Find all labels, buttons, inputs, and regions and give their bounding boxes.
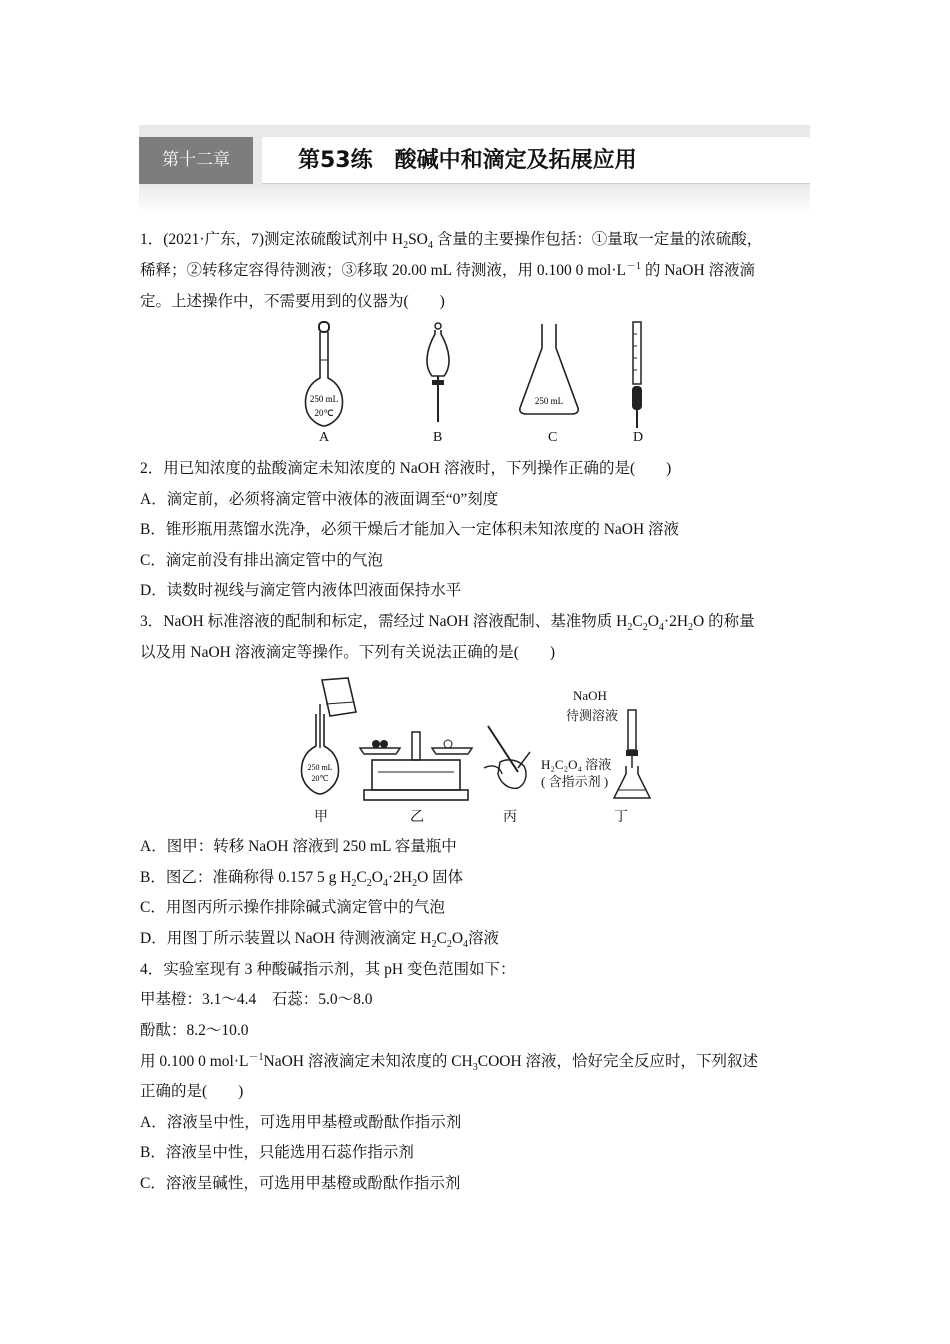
q1-line-3: 定。上述操作中，不需要用到的仪器为( ): [140, 293, 445, 310]
q3-label-jia: 甲: [314, 810, 328, 825]
svg-text:20℃: 20℃: [311, 774, 329, 783]
q4-stem: 4．实验室现有 3 种酸碱指示剂，其 pH 变色范围如下：: [140, 961, 516, 978]
svg-text:20℃: 20℃: [314, 408, 334, 418]
q4-option-c: C．溶液呈碱性，可选用甲基橙或酚酞作指示剂: [140, 1175, 461, 1192]
q1-label-c: C: [548, 430, 558, 445]
fig-indicator-label: ( 含指示剂 ): [541, 774, 609, 789]
q1-label-b: B: [433, 430, 443, 445]
svg-text:250 mL: 250 mL: [309, 394, 339, 404]
q2-option-b: B．锥形瓶用蒸馏水洗净，必须干燥后才能加入一定体积未知浓度的 NaOH 溶液: [140, 521, 680, 538]
q3-option-a: A．图甲：转移 NaOH 溶液到 250 mL 容量瓶中: [140, 838, 457, 855]
q1-line-2: 稀释；②转移定容得待测液；③移取 20.00 mL 待测液，用 0.100 0 $mol\cdot L^{-1}$ 的 NaOH 溶液滴: [140, 260, 756, 279]
page-title: 第53练 酸碱中和滴定及拓展应用: [262, 137, 810, 184]
q3-label-ding: 丁: [614, 810, 628, 825]
q3-option-c: C．用图丙所示操作排除碱式滴定管中的气泡: [140, 899, 445, 916]
q3-option-d: D．用图丁所示装置以 NaOH 待测液滴定 $H_2C_2O_4$溶液: [140, 930, 500, 951]
q3-label-bing: 丙: [503, 810, 517, 825]
figure-yi-balance: [356, 726, 476, 802]
separatory-funnel-figure: [420, 322, 456, 432]
q2-option-a: A．滴定前，必须将滴定管中液体的液面调至“0”刻度: [140, 491, 499, 508]
q4-option-a: A．溶液呈中性，可选用甲基橙或酚酞作指示剂: [140, 1114, 462, 1131]
svg-text:250 mL: 250 mL: [534, 396, 564, 406]
q3-option-b: B．图乙：准确称得 0.157 5 g $H_2C_2O_4\cdot 2H_2O$ 固体: [140, 869, 464, 890]
erlenmeyer-flask-figure: [514, 322, 584, 418]
fig-h2c2o4-label: H₂C₂O₄ 溶液: [541, 757, 612, 772]
q1-line-1: 1．(2021·广东，7)测定浓硫酸试剂中 $H_2SO_4$ 含量的主要操作包括：①量取一定量的浓硫酸，: [140, 231, 763, 252]
q4-range-1: 甲基橙：3.1～4.4 石蕊：5.0～8.0: [140, 991, 373, 1008]
q1-label-a: A: [319, 430, 330, 445]
q3-label-yi: 乙: [410, 810, 424, 825]
q4-line-1: 用 0.100 0 $mol\cdot L^{-1}NaOH$ 溶液滴定未知浓度的 $CH_3COOH$ 溶液，恰好完全反应时，下列叙述: [140, 1051, 759, 1074]
q4-range-2: 酚酞：8.2～10.0: [140, 1022, 249, 1039]
q4-line-2: 正确的是( ): [140, 1083, 244, 1100]
fig-daice-label: 待测溶液: [566, 708, 619, 723]
fig-naoh-label: NaOH: [573, 688, 607, 703]
q2-stem: 2．用已知浓度的盐酸滴定未知浓度的 NaOH 溶液时，下列操作正确的是( ): [140, 460, 672, 477]
q2-option-d: D．读数时视线与滴定管内液体凹液面保持水平: [140, 582, 462, 599]
chapter-badge: 第十二章: [139, 137, 253, 184]
q4-option-b: B．溶液呈中性，只能选用石蕊作指示剂: [140, 1144, 414, 1161]
q3-line-2: 以及用 NaOH 溶液滴定等操作。下列有关说法正确的是( ): [140, 644, 556, 661]
header-shadow: [139, 187, 810, 213]
burette-figure: [624, 320, 650, 432]
q2-option-c: C．滴定前没有排出滴定管中的气泡: [140, 552, 383, 569]
volumetric-flask-figure: [300, 320, 360, 432]
figure-bing-hand: [478, 722, 538, 802]
svg-text:250 mL: 250 mL: [307, 763, 333, 772]
q3-line-1: 3．NaOH 标准溶液的配制和标定，需经过 NaOH 溶液配制、基准物质 $H_2C_2O_4\cdot 2H_2O$ 的称量: [140, 613, 755, 634]
q1-label-d: D: [633, 430, 644, 445]
